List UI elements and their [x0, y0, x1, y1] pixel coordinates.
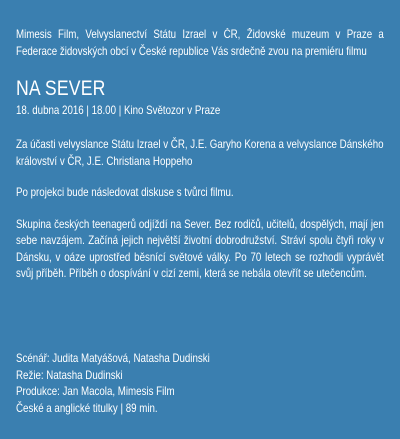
credit-screenplay: Scénář: Judita Matyášová, Natasha Dudinski: [16, 352, 210, 365]
film-title: NA SEVER: [16, 77, 106, 100]
attendance-text: Za účasti velvyslance Státu Izrael v ČR, J.E. Garyho Korena a velvyslance Dánského království v ČR, J.E. Christiana Hoppeho: [16, 138, 384, 168]
credit-subtitles: České a anglické titulky | 89 min.: [16, 401, 158, 415]
synopsis-text: Skupina českých teenagerů odjíždí na Sever. Bez rodičů, učitelů, dospělých, mají jen sebe navzájem. Začíná jejich největší životní dobrodružství. Stráví spolu čtyři roky v Dánsku, v oáze uprostřed běsnící světové války. Po 70 letech se rozhodli vyprávět svůj příběh. Příběh o dospívání v cizí zemi, která se nebála otevřít se utečencům.: [16, 217, 384, 280]
credit-production: Produkce: Jan Macola, Mimesis Film: [16, 385, 175, 398]
event-info: 18. dubna 2016 | 18.00 | Kino Světozor v Praze: [16, 104, 221, 117]
credits-block: [16, 351, 400, 417]
invitation-intro: Mimesis Film, Velvyslanectví Státu Izrael v ČR, Židovské muzeum v Praze a Federace židovských obcí v České republice Vás srdečně zvou na premiéru filmu: [16, 28, 384, 58]
invitation-body: [16, 26, 384, 283]
discussion-text: Po projekci bude následovat diskuse s tvůrci filmu.: [16, 186, 234, 199]
credit-director: Režie: Natasha Dudinski: [16, 368, 123, 382]
